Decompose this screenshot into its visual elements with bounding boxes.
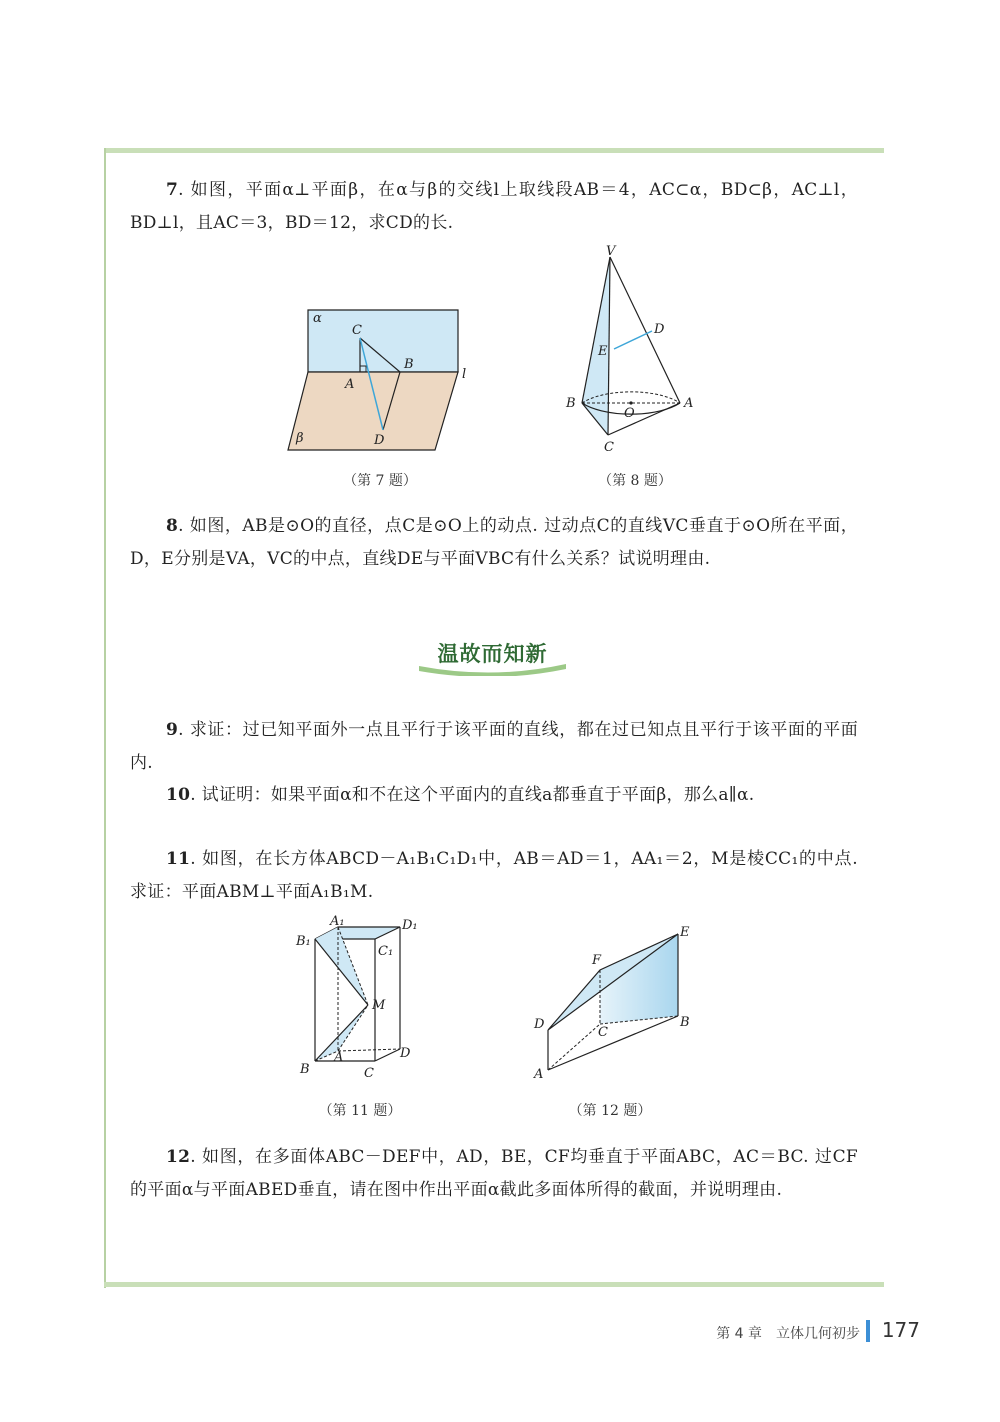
segment-ca	[608, 403, 680, 435]
label-V: V	[606, 245, 616, 259]
problem-number: 12	[166, 1147, 191, 1167]
section-banner	[415, 636, 570, 676]
problem-7	[130, 174, 858, 240]
edge-ab	[548, 1016, 678, 1070]
label-A: A	[334, 1050, 344, 1065]
figure-11	[290, 915, 430, 1085]
label-A: A	[345, 377, 355, 392]
figure-8-caption: （第 8 题）	[598, 473, 672, 489]
bottom-frame-line	[104, 1282, 884, 1287]
label-D1: D₁	[402, 918, 418, 933]
label-D: D	[400, 1046, 411, 1061]
problem-number: 9	[166, 720, 179, 740]
figure-12-caption: （第 12 题）	[568, 1103, 652, 1119]
label-B: B	[566, 396, 576, 411]
problem-text: . 试证明：如果平面α和不在这个平面内的直线a都垂直于平面β，那么a∥α.	[190, 785, 755, 805]
label-alpha: α	[313, 311, 322, 326]
problem-10	[130, 779, 858, 812]
problem-text: . 如图，在长方体ABCD－A₁B₁C₁D₁中，AB＝AD＝1，AA₁＝2，M是棱CC₁的中点. 求证：平面ABM⊥平面A₁B₁M.	[130, 849, 858, 902]
problem-number: 10	[166, 785, 191, 805]
center-o	[629, 401, 632, 404]
label-D: D	[534, 1017, 545, 1032]
figure-7	[280, 300, 480, 460]
edge-ad	[338, 1049, 400, 1051]
label-C: C	[352, 323, 362, 338]
label-A: A	[684, 396, 694, 411]
footer-divider	[866, 1320, 870, 1342]
label-A1: A₁	[330, 915, 345, 929]
page-footer	[640, 1318, 920, 1346]
figure-11-caption: （第 11 题）	[318, 1103, 402, 1119]
label-D: D	[654, 322, 665, 337]
segment-va	[610, 257, 680, 403]
plane-alpha	[308, 310, 458, 372]
label-A: A	[534, 1067, 544, 1080]
top-frame-line	[104, 148, 884, 153]
problem-text: . 求证：过已知平面外一点且平行于该平面的直线，都在过已知点且平行于该平面的平面内.	[130, 720, 858, 773]
label-B1: B₁	[296, 934, 311, 949]
problem-text: . 如图，在多面体ABC－DEF中，AD，BE，CF均垂直于平面ABC，AC＝BC. 过CF的平面α与平面ABED垂直，请在图中作出平面α截此多面体所得的截面，并说明理由.	[130, 1147, 858, 1200]
problem-text: . 如图，AB是⊙O的直径，点C是⊙O上的动点. 过动点C的直线VC垂直于⊙O所在平面，D，E分别是VA，VC的中点，直线DE与平面VBC有什么关系？试说明理由.	[130, 516, 858, 569]
problem-number: 7	[166, 180, 179, 200]
label-B: B	[300, 1062, 310, 1077]
problem-number: 8	[166, 516, 179, 536]
label-C: C	[364, 1066, 374, 1081]
problem-9	[130, 714, 858, 780]
label-E: E	[680, 925, 690, 940]
edge-ac	[548, 1024, 600, 1070]
segment-de	[614, 331, 652, 349]
label-O: O	[624, 406, 635, 421]
label-C: C	[598, 1025, 608, 1040]
edge-cd	[375, 1049, 400, 1061]
label-B: B	[680, 1015, 690, 1030]
chapter-title: 第 4 章 立体几何初步	[716, 1326, 860, 1342]
problem-text: . 如图，平面α⊥平面β，在α与β的交线l上取线段AB＝4，AC⊂α，BD⊂β，AC⊥l，BD⊥l，且AC＝3，BD＝12，求CD的长.	[130, 180, 858, 233]
figure-12	[530, 920, 710, 1080]
label-F: F	[592, 953, 602, 968]
figure-8	[560, 245, 710, 460]
label-M: M	[372, 998, 386, 1013]
plane-beta	[288, 372, 458, 450]
left-frame-line	[104, 148, 106, 1288]
figure-7-caption: （第 7 题）	[343, 473, 417, 489]
label-E: E	[598, 344, 608, 359]
problem-number: 11	[166, 849, 191, 869]
label-beta: β	[296, 431, 304, 446]
problem-11	[130, 843, 858, 909]
section-title: 温故而知新	[437, 642, 548, 666]
page-number: 177	[881, 1318, 920, 1342]
label-D: D	[374, 433, 385, 448]
label-C1: C₁	[378, 944, 394, 959]
problem-8	[130, 510, 858, 576]
label-C: C	[604, 440, 614, 455]
problem-12	[130, 1141, 858, 1207]
label-l: l	[462, 367, 467, 382]
label-B: B	[404, 357, 414, 372]
